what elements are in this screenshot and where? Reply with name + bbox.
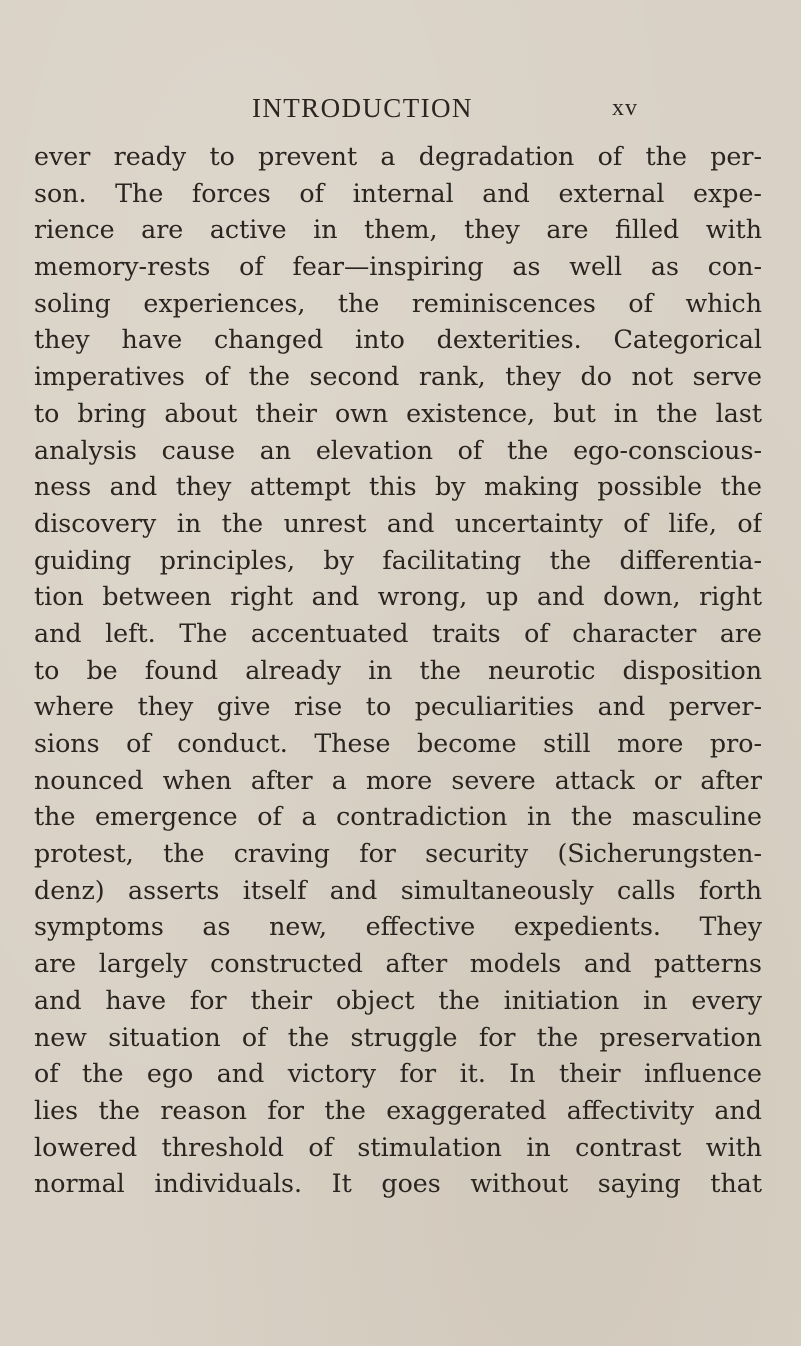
- text-line: and left. The accentuated traits of character are: [34, 618, 762, 648]
- page-number: xv: [612, 95, 638, 121]
- text-line: lowered threshold of stimulation in contrast with: [34, 1132, 762, 1162]
- text-line: of the ego and victory for it. In their influence: [34, 1059, 762, 1089]
- body-text: [34, 139, 762, 1203]
- running-head: [0, 88, 801, 128]
- text-line: rience are active in them, they are filled with: [34, 215, 762, 245]
- text-line: protest, the craving for security (Sicherungsten-: [34, 839, 762, 869]
- text-line: are largely constructed after models and patterns: [34, 949, 762, 979]
- text-line: tion between right and wrong, up and down, right: [34, 582, 762, 612]
- text-line: the emergence of a contradiction in the masculine: [34, 802, 762, 832]
- text-line: memory-rests of fear—inspiring as well as con-: [34, 252, 762, 282]
- text-line: normal individuals. It goes without saying that: [34, 1169, 762, 1199]
- text-line: symptoms as new, effective expedients. They: [34, 912, 762, 942]
- text-line: ever ready to prevent a degradation of the per-: [34, 142, 762, 171]
- text-line: sions of conduct. These become still more pro-: [34, 729, 762, 758]
- text-line: imperatives of the second rank, they do not serve: [34, 362, 762, 392]
- text-line: new situation of the struggle for the preservation: [34, 1022, 762, 1052]
- text-line: ness and they attempt this by making possible the: [34, 472, 762, 502]
- text-line: and have for their object the initiation in every: [34, 985, 762, 1015]
- text-line: denz) asserts itself and simultaneously calls forth: [34, 875, 762, 905]
- text-line: where they give rise to peculiarities and perver-: [34, 692, 762, 722]
- text-line: soling experiences, the reminiscences of which: [34, 288, 762, 318]
- text-line: to be found already in the neurotic disposition: [34, 655, 762, 685]
- text-line: they have changed into dexterities. Categorical: [34, 325, 762, 355]
- text-line: analysis cause an elevation of the ego-conscious-: [34, 435, 762, 465]
- text-line: nounced when after a more severe attack or after: [34, 765, 762, 795]
- text-line: discovery in the unrest and uncertainty of life, of: [34, 508, 762, 538]
- text-line: guiding principles, by facilitating the differentia-: [34, 545, 762, 575]
- text-line: son. The forces of internal and external expe-: [34, 178, 762, 208]
- text-line: lies the reason for the exaggerated affectivity and: [34, 1095, 762, 1125]
- running-title: INTRODUCTION: [252, 93, 473, 123]
- text-line: to bring about their own existence, but in the last: [34, 398, 762, 428]
